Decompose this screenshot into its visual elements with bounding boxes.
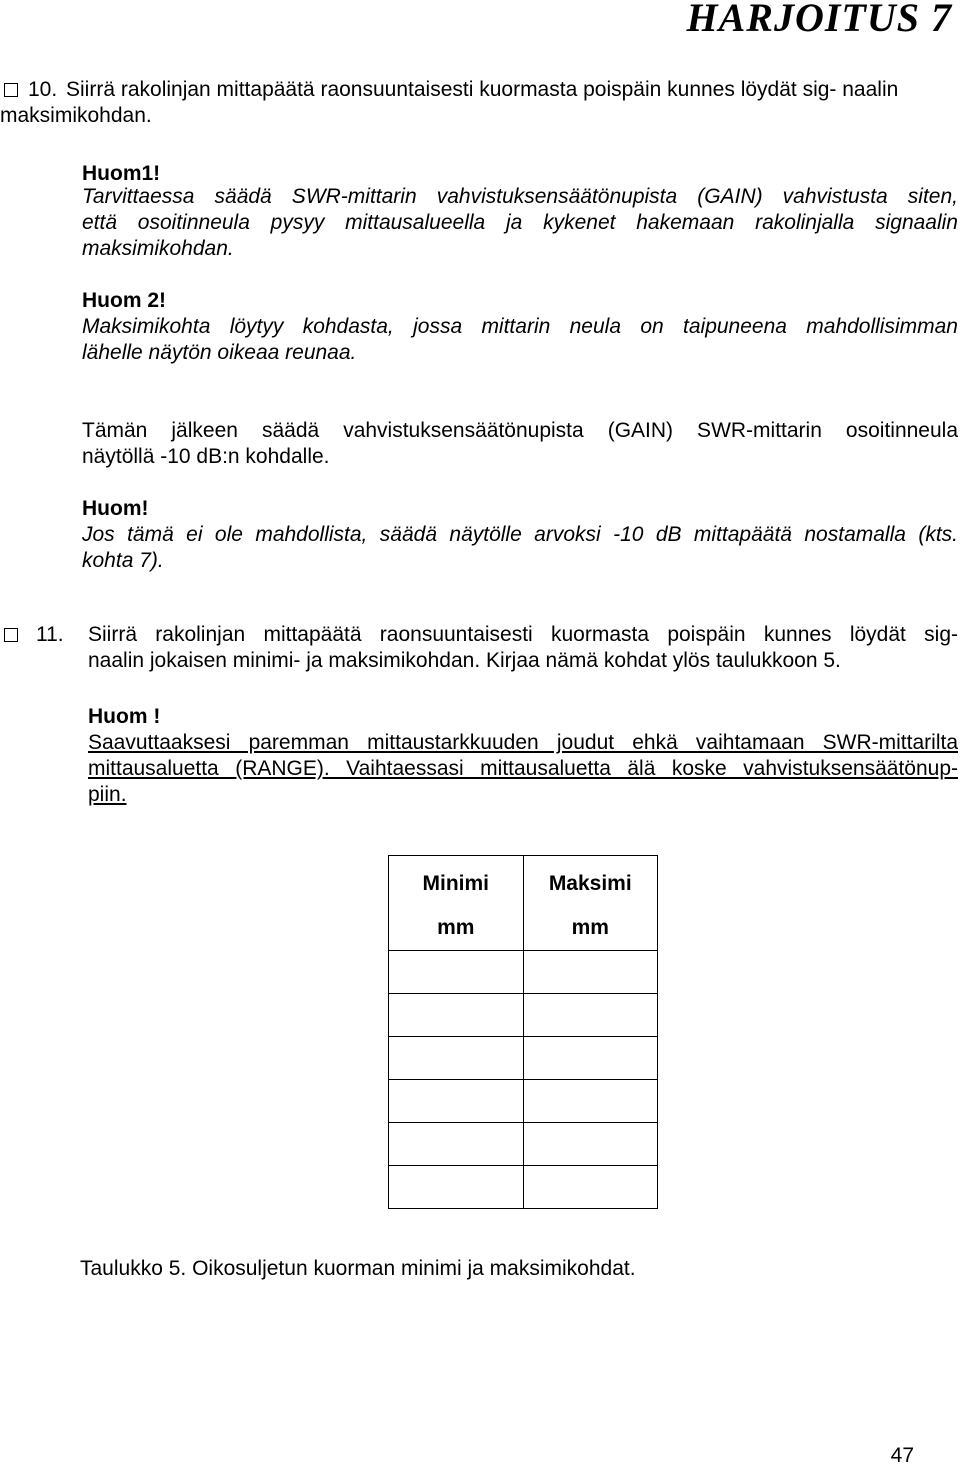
step-10-note-1-line-1: Tarvittaessa säädä SWR-mittarin vahvistuksensäätönupista (GAIN) vahvistusta siten,: [82, 185, 958, 208]
step-11-note-line-2: mittausaluetta (RANGE). Vaihtaessasi mittausaluetta älä koske vahvistuksensäätönup-: [88, 757, 958, 780]
step-10-paragraph-line-1: Tämän jälkeen säädä vahvistuksensäätönupista (GAIN) SWR-mittarin osoitinneula: [82, 419, 958, 442]
table-row: [389, 951, 658, 994]
table-row: [389, 1166, 658, 1209]
table-header-row: [389, 856, 658, 951]
step-10-note-3-line-1: Jos tämä ei ole mahdollista, säädä näytölle arvoksi -10 dB mittapäätä nostamalla (kts.: [82, 523, 958, 546]
table-cell-maksimi[interactable]: [523, 1123, 658, 1166]
table-caption: Taulukko 5. Oikosuljetun kuorman minimi ja maksimikohdat.: [80, 1257, 636, 1280]
table-cell-minimi[interactable]: [389, 1037, 524, 1080]
step-11-note-line-1: Saavuttaaksesi paremman mittaustarkkuuden joudut ehkä vaihtamaan SWR-mittarilta: [88, 731, 958, 754]
step-10-paragraph-line-2: näytöllä -10 dB:n kohdalle.: [82, 445, 330, 468]
table-cell-minimi[interactable]: [389, 951, 524, 994]
page-number: 47: [890, 1444, 914, 1467]
step-10-note-1-line-3: maksimikohdan.: [82, 237, 234, 260]
table-cell-maksimi[interactable]: [523, 994, 658, 1037]
table-cell-maksimi[interactable]: [523, 951, 658, 994]
step-10-line-2: maksimikohdan.: [0, 104, 152, 127]
table-row: [389, 1037, 658, 1080]
table-cell-minimi[interactable]: [389, 1123, 524, 1166]
table-cell-maksimi[interactable]: [523, 1166, 658, 1209]
table-header-maksimi: [523, 856, 658, 951]
step-10-note-3-line-2: kohta 7).: [82, 549, 164, 572]
table-header-minimi-unit: mm: [437, 916, 475, 939]
table-cell-minimi[interactable]: [389, 994, 524, 1037]
table-row: [389, 1080, 658, 1123]
step-11-note-label: Huom !: [88, 705, 161, 728]
measurement-table: [388, 855, 658, 1209]
step-11-checkbox[interactable]: [4, 628, 18, 642]
step-10-note-1-line-2: että osoitinneula pysyy mittausalueella ja kykenet hakemaan rakolinjalla signaalin: [82, 211, 958, 234]
step-10-note-2-label: Huom 2!: [82, 289, 166, 312]
step-11-note-line-3: piin.: [88, 783, 127, 806]
table-header-minimi-label: Minimi: [422, 872, 489, 895]
step-11-line-1: Siirrä rakolinjan mittapäätä raonsuuntaisesti kuormasta poispäin kunnes löydät sig-: [88, 623, 958, 646]
table-row: [389, 994, 658, 1037]
step-10-note-1-label: Huom1!: [82, 162, 161, 185]
table-row: [389, 1123, 658, 1166]
table-cell-minimi[interactable]: [389, 1080, 524, 1123]
table-header-minimi: [389, 856, 524, 951]
page-header-title: HARJOITUS 7: [686, 0, 952, 40]
table-header-maksimi-label: Maksimi: [548, 872, 632, 895]
step-11-line-2: naalin jokaisen minimi- ja maksimikohdan. Kirjaa nämä kohdat ylös taulukkoon 5.: [88, 649, 841, 672]
step-10-number: 10.: [28, 78, 58, 101]
step-10-note-2-line-2: lähelle näytön oikeaa reunaa.: [82, 341, 357, 364]
step-10-note-2-line-1: Maksimikohta löytyy kohdasta, jossa mittarin neula on taipuneena mahdollisimman: [82, 315, 958, 338]
step-10-checkbox[interactable]: [4, 83, 18, 97]
table-cell-minimi[interactable]: [389, 1166, 524, 1209]
step-10-line-1: Siirrä rakolinjan mittapäätä raonsuuntaisesti kuormasta poispäin kunnes löydät sig- naalin: [66, 78, 899, 101]
table-cell-maksimi[interactable]: [523, 1080, 658, 1123]
step-11-number: 11.: [36, 623, 64, 646]
table-header-maksimi-unit: mm: [571, 916, 609, 939]
table-cell-maksimi[interactable]: [523, 1037, 658, 1080]
step-10-note-3-label: Huom!: [82, 497, 149, 520]
